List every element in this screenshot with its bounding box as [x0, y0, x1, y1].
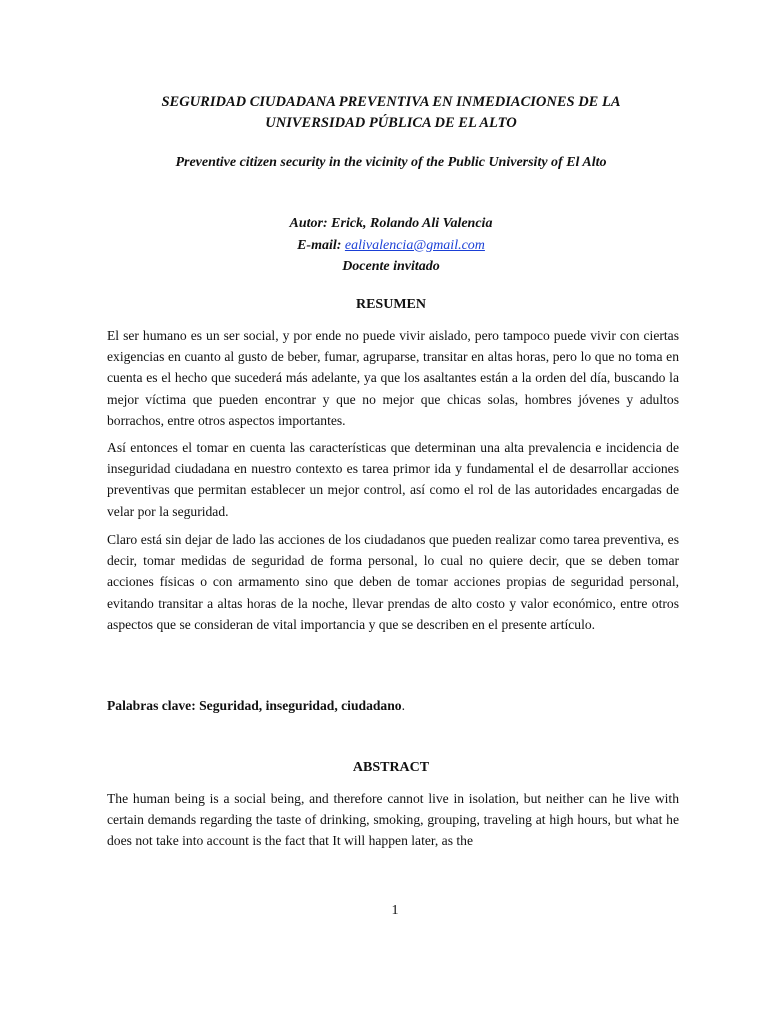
resumen-paragraph-3: Claro está sin dejar de lado las acciones de los ciudadanos que pueden realizar como tarea preventiva, es decir, tomar medidas de seguridad de forma personal, lo cual no quiere decir, que se deben tomar acciones físicas o con armamento sino que deben de tomar acciones propias de seguridad personal, evitando transitar a altas horas de la noche, llevar prendas de alto costo y valor económico, entre otros aspectos que se consideran de vital importancia y que se describen en el presente artículo. [107, 532, 679, 632]
keywords-terminator: . [401, 698, 405, 713]
email-label: E-mail: [297, 237, 345, 253]
title-line-1: SEGURIDAD CIUDADANA PREVENTIVA EN INMEDIACIONES DE LA [161, 94, 621, 110]
document-subtitle: Preventive citizen security in the vicinity of the Public University of El Alto [175, 155, 607, 170]
author-block [100, 213, 682, 278]
title-line-2: UNIVERSIDAD PÚBLICA DE EL ALTO [265, 115, 517, 131]
abstract-paragraph: The human being is a social being, and therefore cannot live in isolation, but neither can he live with certain demands regarding the taste of drinking, smoking, grouping, traveling at high hours, but what he does not take into account is the fact that It will happen later, as the [107, 791, 679, 849]
keywords-values: Seguridad, inseguridad, ciudadano [199, 698, 402, 713]
resumen-paragraph-2: Así entonces el tomar en cuenta las características que determinan una alta prevalencia e incidencia de inseguridad ciudadana en nuestro contexto es tarea primor ida y fundamental el de desarrollar acciones preventivas que permitan establecer un mejor control, así como el rol de las autoridades encargadas de velar por la seguridad. [107, 440, 679, 519]
resumen-paragraph-1: El ser humano es un ser social, y por ende no puede vivir aislado, pero tampoco puede vivir con ciertas exigencias en cuanto al gusto de beber, fumar, agruparse, transitar en altas horas, pero lo que no toma en cuenta es el hecho que sucederá más adelante, ya que los asaltantes están a la orden del día, buscando la mejor víctima que pueden encontrar y que no mejor que chicas solas, hombres jóvenes y adultos borrachos, entre otros aspectos importantes. [107, 328, 679, 428]
author-role: Docente invitado [342, 259, 440, 274]
keywords-line [107, 695, 679, 716]
keywords-label: Palabras clave: [107, 698, 196, 713]
author-email-line [100, 235, 682, 257]
page-number: 1 [391, 903, 399, 918]
resumen-heading: RESUMEN [355, 297, 426, 312]
email-link[interactable]: ealivalencia@gmail.com [344, 237, 485, 253]
abstract-heading: ABSTRACT [352, 760, 430, 775]
document-title [100, 92, 682, 134]
author-name: Autor: Erick, Rolando Ali Valencia [289, 216, 493, 231]
